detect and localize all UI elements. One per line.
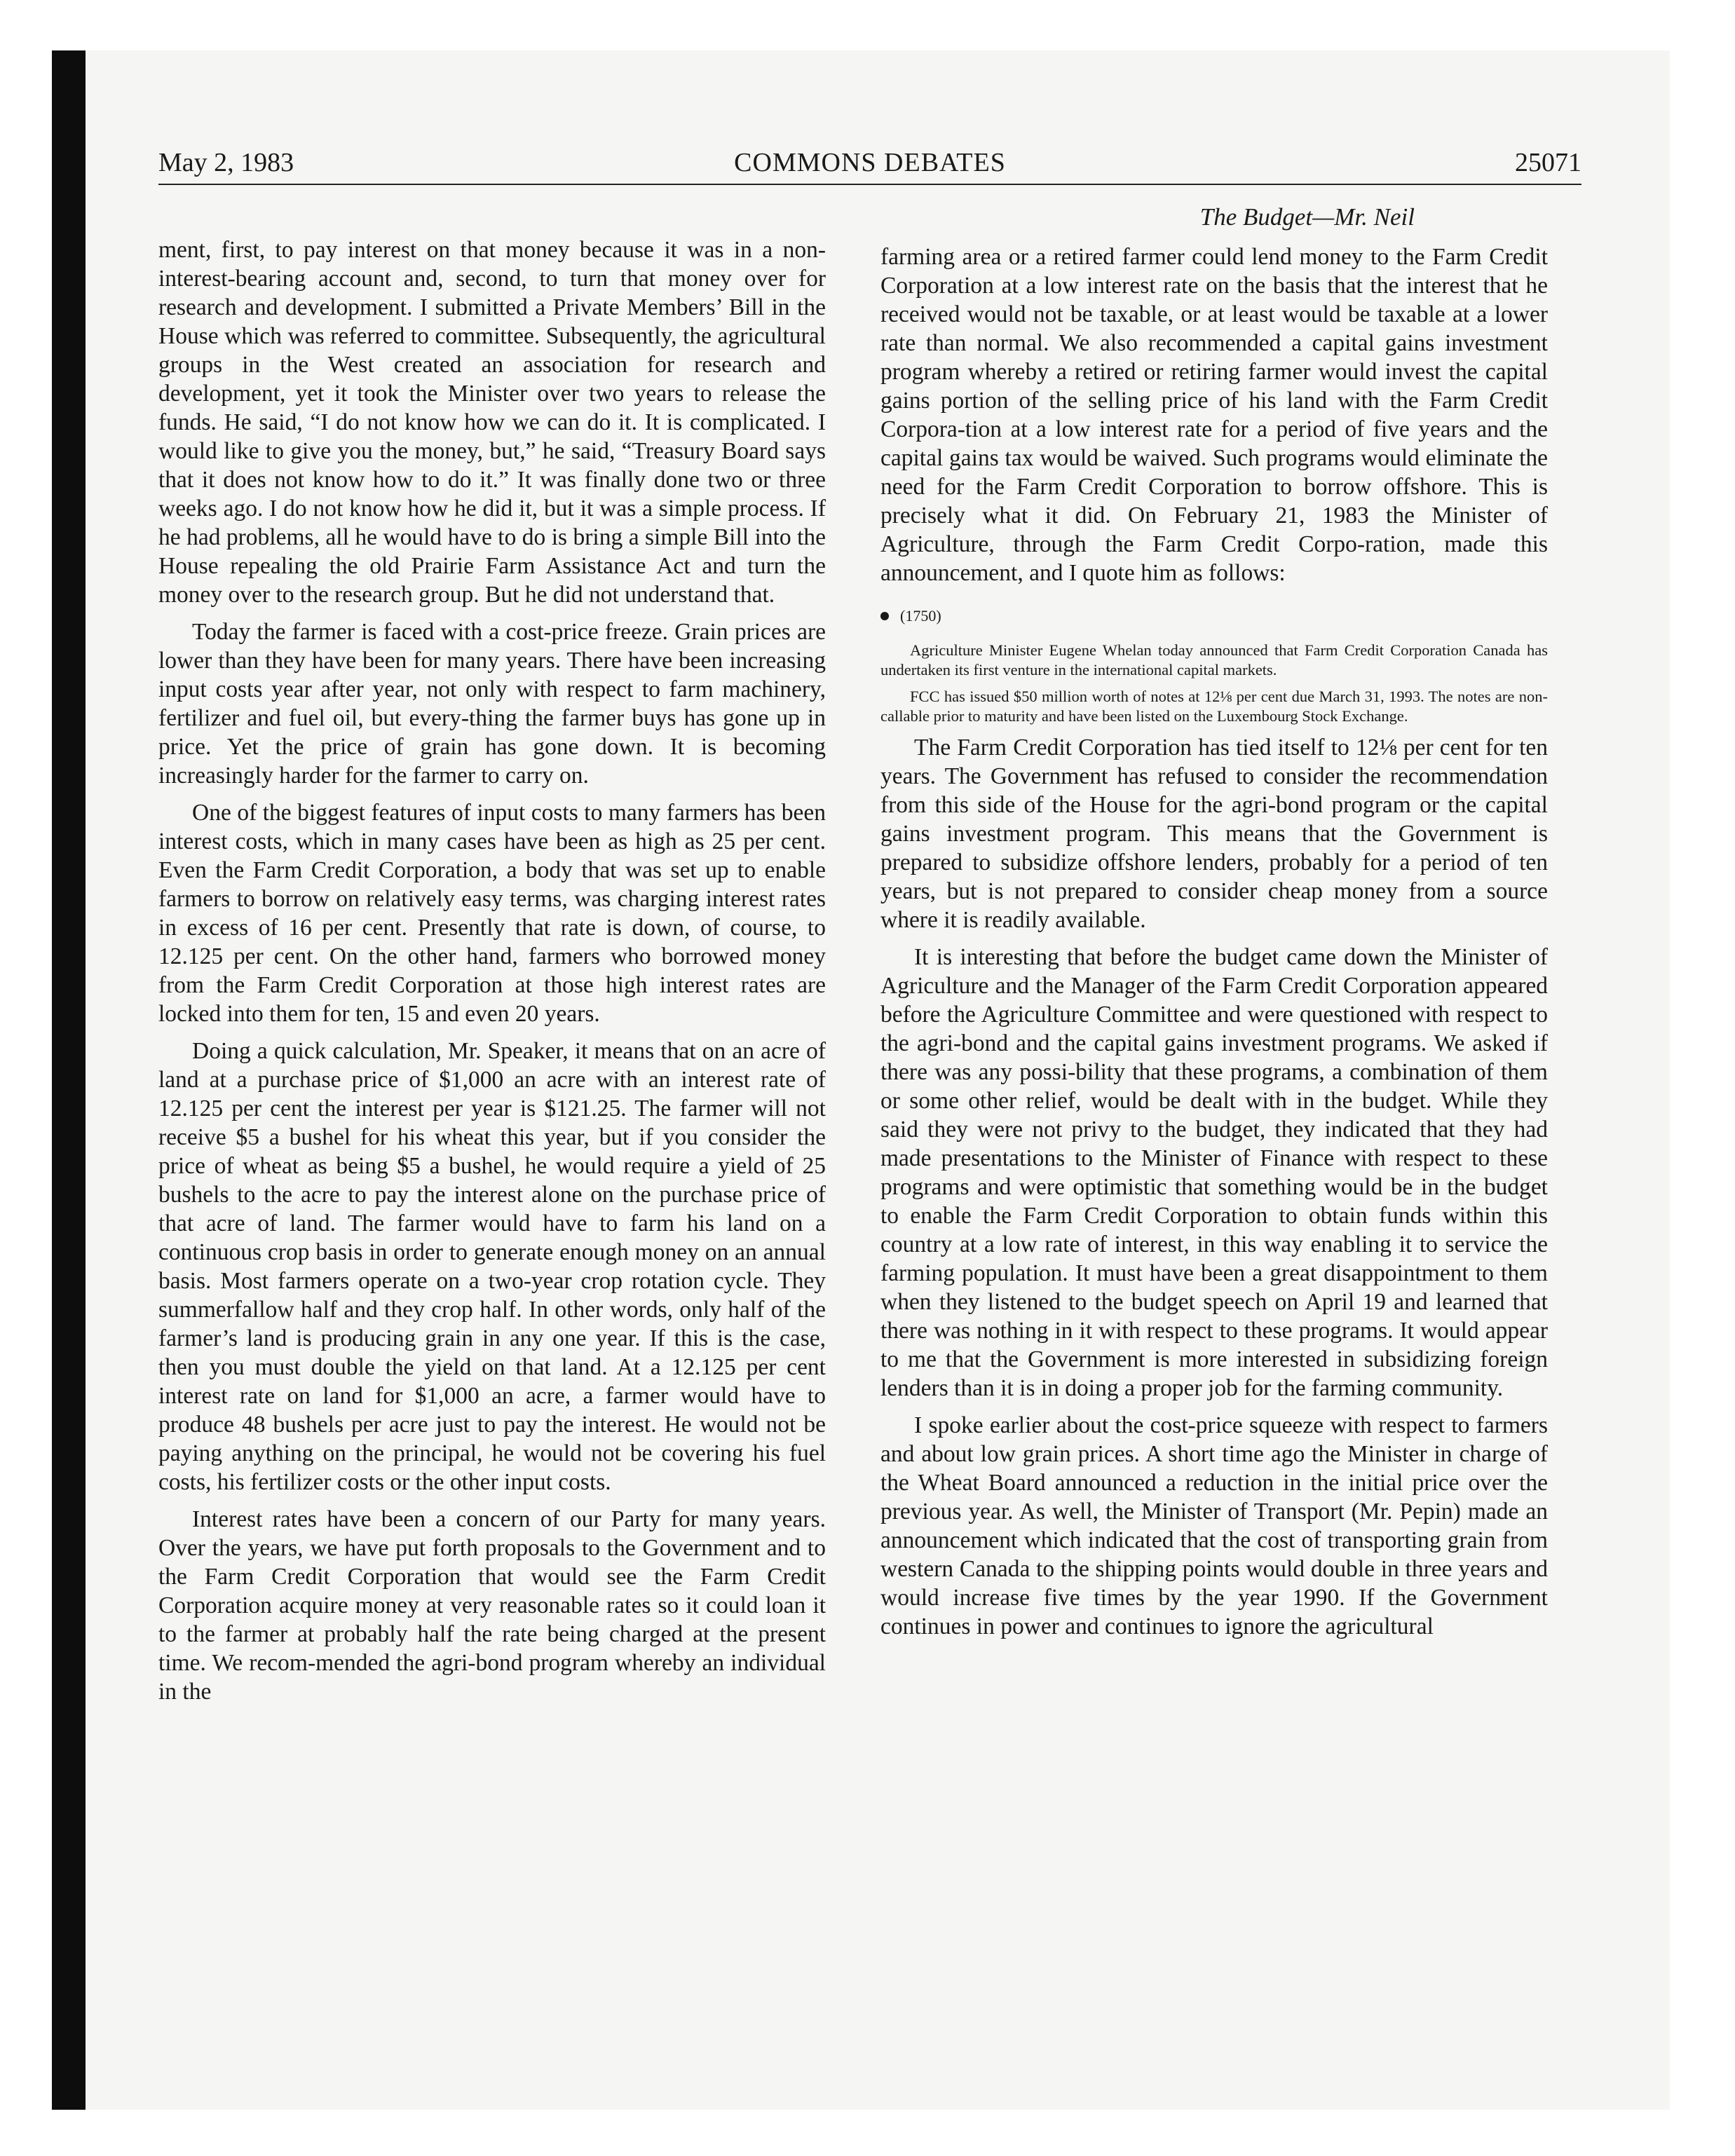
paragraph: Today the farmer is faced with a cost-price freeze. Grain prices are lower than they have been for many years. There have been increasing input costs year after year, not only with respect to farm machinery, fertilizer and fuel oil, but every-thing the farmer buys has gone up in price. Yet the price of grain has gone down. It is becoming increasingly harder for the farmer to carry on. <box>158 619 826 789</box>
scan-edge <box>52 50 86 2110</box>
quote-paragraph: Agriculture Minister Eugene Whelan today announced that Farm Credit Corporation Canada has undertaken its first venture in the international capital markets. <box>880 641 1548 678</box>
paragraph: farming area or a retired farmer could lend money to the Farm Credit Corporation at a low interest rate on the basis that the interest that he received would not be taxable, or at least would be taxable at a lower rate than normal. We also recommended a capital gains investment program whereby a retired or retiring farmer would invest the capital gains portion of the selling price of his land with the Farm Credit Corpora-tion at a low interest rate for a period of five years and the capital gains tax would be waived. Such programs would eliminate the need for the Farm Credit Corporation to borrow offshore. This is precisely what it did. On February 21, 1983 the Minister of Agriculture, through the Farm Credit Corpo-ration, made this announcement, and I quote him as follows: <box>880 244 1548 586</box>
paragraph: One of the biggest features of input costs to many farmers has been interest costs, which in many cases have been as high as 25 per cent. Even the Farm Credit Corporation, a body that was set up to enable farmers to borrow on relatively easy terms, was charging interest rates in excess of 16 per cent. Presently that rate is down, of course, to 12.125 per cent. On the other hand, farmers who borrowed money from the Farm Credit Corporation at those high interest rates are locked into them for ten, 15 and even 20 years. <box>158 800 826 1027</box>
time-marker-label: (1750) <box>900 607 941 625</box>
page-header <box>158 144 1581 185</box>
left-column <box>158 236 826 1714</box>
header-page-number: 25071 <box>1515 148 1581 177</box>
paragraph: Doing a quick calculation, Mr. Speaker, it means that on an acre of land at a purchase price of $1,000 an acre with an interest rate of 12.125 per cent the interest per year is $121.25. The farmer will not receive $5 a bushel for his wheat this year, but if you consider the price of wheat as being $5 a bushel, he would require a yield of 25 bushels to the acre to pay the interest alone on the purchase price of that acre of land. The farmer would have to farm his land on a continuous crop basis in order to generate enough money on an annual basis. Most farmers operate on a two-year crop rotation cycle. They summerfallow half and they crop half. In other words, only half of the farmer’s land is producing grain in any one year. If this is the case, then you must double the yield on that land. At a 12.125 per cent interest rate on land for $1,000 an acre, a farmer would have to produce 48 bushels per acre just to pay the interest. He would not be paying anything on the principal, he would not be covering his fuel costs, his fertilizer costs or the other input costs. <box>158 1038 826 1495</box>
paragraph: I spoke earlier about the cost-price squeeze with respect to farmers and about low grain prices. A short time ago the Minister in charge of the Wheat Board announced a reduction in the initial price over the previous year. As well, the Minister of Transport (Mr. Pepin) made an announcement which indicated that the cost of transporting grain from western Canada to the shipping points would double in three years and would increase five times by the year 1990. If the Government continues in power and continues to ignore the agricultural <box>880 1412 1548 1639</box>
right-column <box>880 243 1548 1649</box>
quoted-announcement <box>880 641 1548 726</box>
paragraph: The Farm Credit Corporation has tied itself to 12⅛ per cent for ten years. The Government has refused to consider the recommendation from this side of the House for the agri-bond program or the capital gains investment program. This means that the Government is prepared to subsidize offshore lenders, probably for a period of ten years, but is not prepared to consider cheap money from a source where it is readily available. <box>880 735 1548 933</box>
paragraph: ment, first, to pay interest on that money because it was in a non-interest-bearing account and, second, to turn that money over for research and development. I submitted a Private Members’ Bill in the House which was referred to committee. Subsequently, the agricultural groups in the West created an association for research and development, yet it took the Minister over two years to release the funds. He said, “I do not know how we can do it. It is complicated. I would like to give you the money, but,” he said, “Treasury Board says that it does not know how to do it.” It was finally done two or three weeks ago. I do not know how he did it, but it was a simple process. If he had problems, all he would have to do is bring a simple Bill into the House repealing the old Prairie Farm Assistance Act and turn the money over to the research group. But he did not understand that. <box>158 237 826 608</box>
header-date: May 2, 1983 <box>158 148 294 177</box>
paragraph: Interest rates have been a concern of our Party for many years. Over the years, we have put forth proposals to the Government and to the Farm Credit Corporation that would see the Farm Credit Corporation acquire money at very reasonable rates so it could loan it to the farmer at probably half the rate being charged at the present time. We recom-mended the agri-bond program whereby an individual in the <box>158 1506 826 1705</box>
header-title: COMMONS DEBATES <box>734 148 1006 177</box>
quote-paragraph: FCC has issued $50 million worth of notes at 12⅛ per cent due March 31, 1993. The notes are non-callable prior to maturity and have been listed on the Luxembourg Stock Exchange. <box>880 688 1548 725</box>
running-head: The Budget—Mr. Neil <box>1199 203 1415 231</box>
paragraph: It is interesting that before the budget came down the Minister of Agriculture and the Manager of the Farm Credit Corporation appeared before the Agriculture Committee and were questioned with respect to the agri-bond and the capital gains investment programs. We asked if there was any possi-bility that these programs, a combination of them or some other relief, would be dealt with in the budget. While they said they were not privy to the budget, they indicated that they had made presentations to the Minister of Finance with respect to these programs and were optimistic that something would be in the budget to enable the Farm Credit Corporation to obtain funds within this country at a low rate of interest, in this way enabling it to service the farming population. It must have been a great disappointment to them when they listened to the budget speech on April 19 and learned that there was nothing in it with respect to these programs. It would appear to me that the Government is more interested in subsidizing foreign lenders than it is in doing a proper job for the farming community. <box>880 944 1548 1401</box>
time-marker <box>880 606 1548 627</box>
bullet-icon <box>880 612 889 620</box>
